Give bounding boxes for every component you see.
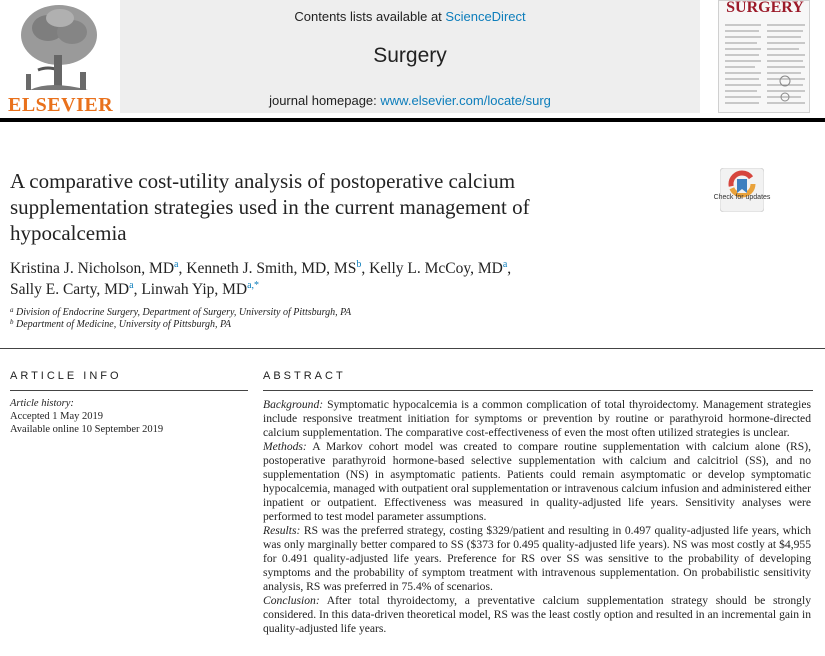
journal-info-box [120, 0, 700, 113]
affiliation-mark[interactable]: a,* [247, 280, 260, 291]
author[interactable]: Sally E. Carty, $MD^a$ [10, 280, 134, 298]
affiliation-mark[interactable]: a [129, 280, 134, 291]
header-divider [0, 118, 825, 122]
cover-text-lines [723, 21, 807, 111]
title-divider [0, 348, 825, 349]
author-separator: , [361, 260, 370, 277]
elsevier-wordmark: ELSEVIER [8, 94, 114, 116]
author[interactable]: Kristina J. Nicholson, $MD^a$ [10, 259, 179, 277]
article-info-divider [10, 390, 248, 391]
journal-name: Surgery [373, 44, 447, 67]
available-online-date: Available online 10 September 2019 [10, 424, 164, 435]
abstract-background: Background: Symptomatic hypocalcemia is a common complication of total thyroidectomy. Management strategies include responsive treatment initiation for symptoms or prevention by routine or parathyroid hormone-directed calcium supplementation. The comparative cost-effectiveness of even the most often utilized strategies is unclear. [263, 398, 812, 439]
journal-homepage-link[interactable]: www.elsevier.com/locate/surg [380, 93, 551, 108]
affiliation-mark[interactable]: b [356, 259, 362, 270]
cover-title: SURGERY [726, 0, 804, 16]
author-separator: , [178, 260, 187, 277]
contents-prefix: Contents lists available at [294, 9, 442, 24]
author[interactable]: Kenneth J. Smith, MD, $MS^b$ [186, 259, 362, 277]
abstract-methods: Methods: A Markov cohort model was created to compare routine supplementation with calcium alone (RS), postoperative parathyroid hormone-based selective supplementation with calcium and calcitriol (SS), and no supplementation (NS) in asymptomatic patients. Patients could remain asymptomatic or develop symptomatic hypocalcemia, managed with outpatient oral supplementation or intravenous calcium infusion and administered either inpatient or outpatient. Effectiveness was measured in quality-adjusted life years. Sensitivity analyses were performed to test model parameter assumptions. [263, 440, 812, 523]
affiliation-item: $^b$ Department of Medicine, University of Pittsburgh, PA [10, 318, 231, 330]
abstract-heading: ABSTRACT [263, 370, 346, 382]
author-separator: , [507, 260, 512, 277]
author[interactable]: Kelly L. McCoy, $MD^a$ [369, 259, 508, 277]
accepted-date: Accepted 1 May 2019 [10, 411, 104, 422]
affiliation-mark[interactable]: a [174, 259, 179, 270]
affiliation-item: $^a$ Division of Endocrine Surgery, Department of Surgery, University of Pittsburgh, PA [10, 306, 352, 318]
abstract-conclusion: Conclusion: After total thyroidectomy, a preventative calcium supplementation strategy should be strongly considered. In this data-driven theoretical model, RS was the least costly option and resulted in an incremental gain in quality-adjusted life years. [263, 594, 811, 635]
abstract-body [263, 398, 811, 636]
homepage-line [120, 93, 700, 108]
journal-header [0, 0, 825, 124]
journal-cover-thumbnail[interactable] [718, 0, 810, 113]
abstract-results: Results: RS was the preferred strategy, costing $329/patient and resulting in 0.497 quality-adjusted life years, which was only marginally better compared to SS ($373 for 0.495 quality-adjusted life years). NS was most costly at $4,955 for 0.491 quality-adjusted life years. Preference for RS over SS was sensitive to the probability of developing symptoms and the probability of symptom treatment with intravenous supplementation. On probabilistic sensitivity analysis, RS was preferred in 75.4% of scenarios. [263, 524, 811, 593]
sciencedirect-link[interactable]: ScienceDirect [445, 9, 526, 24]
homepage-prefix: journal homepage: [269, 93, 377, 108]
article-title: A comparative cost-utility analysis of postoperative calcium supplementation strategies used in the current management of hypocalcemia [10, 169, 530, 245]
check-for-updates-icon[interactable] [720, 168, 764, 212]
history-label: Article history: [10, 398, 74, 409]
affiliation-mark[interactable]: a [502, 259, 508, 270]
article-history [10, 397, 248, 436]
author-list [10, 258, 770, 300]
author[interactable]: Linwah Yip, $MD^{a,*}$ [141, 280, 260, 298]
affiliations [10, 307, 610, 331]
article-info-heading: ARTICLE INFO [10, 370, 122, 382]
abstract-divider [263, 390, 813, 391]
check-for-updates-label[interactable]: Check for updates [713, 194, 771, 201]
author-separator: , [133, 281, 142, 298]
contents-line [120, 9, 700, 24]
